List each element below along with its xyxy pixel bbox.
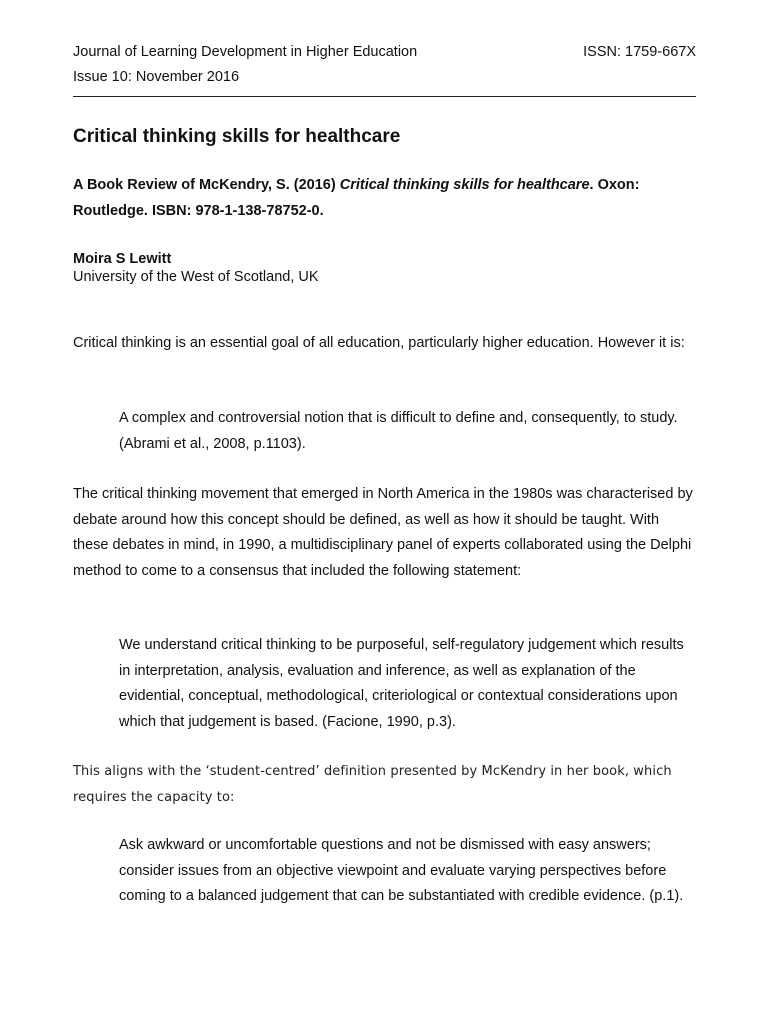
running-header [73,40,696,90]
block-quote-2: We understand critical thinking to be purposeful, self-regulatory judgement which results in interpretation, analysis, evaluation and inference, as well as explanation of the evidential, conceptual, methodological, criteriological or contextual considerations upon which that judgement is based. (Facione, 1990, p.3). [119,637,684,730]
paragraph-2: The critical thinking movement that emerged in North America in the 1980s was characterised by debate around how this concept should be defined, as well as how it should be taught. With these debates in mind, in 1990, a multidisciplinary panel of experts collaborated using the Delphi method to come to a consensus that included the following statement: [73,486,693,579]
reference-book-title: Critical thinking skills for healthcare [339,177,590,193]
reference-suffix: . Oxon: Routledge. ISBN: 978-1-138-78752-0. [73,177,640,219]
paragraph-3: This aligns with the ‘student-centred’ definition presented by McKendry in her book, which requires the capacity to: [73,764,672,805]
reference-prefix: A Book Review of McKendry, S. (2016) [73,177,340,193]
article-title: Critical thinking skills for healthcare [73,126,401,147]
issn: ISSN: 1759-667X [583,44,696,60]
paragraph-1: Critical thinking is an essential goal of all education, particularly higher education. However it is: [73,335,685,351]
author-name: Moira S Lewitt [73,251,172,267]
author-block [73,250,319,286]
header-divider [73,96,696,97]
block-quote-3: Ask awkward or uncomfortable questions and not be dismissed with easy answers; consider issues from an objective viewpoint and evaluate varying perspectives before coming to a balanced judgement that can be substantiated with credible evidence. (p.1). [119,837,684,904]
book-reference [73,173,696,224]
block-quote-1: A complex and controversial notion that is difficult to define and, consequently, to study. (Abrami et al., 2008, p.1103). [119,410,678,452]
header-row [73,40,696,65]
issue-line: Issue 10: November 2016 [73,69,240,85]
journal-name: Journal of Learning Development in Higher Education [73,44,418,60]
author-affiliation: University of the West of Scotland, UK [73,269,319,285]
